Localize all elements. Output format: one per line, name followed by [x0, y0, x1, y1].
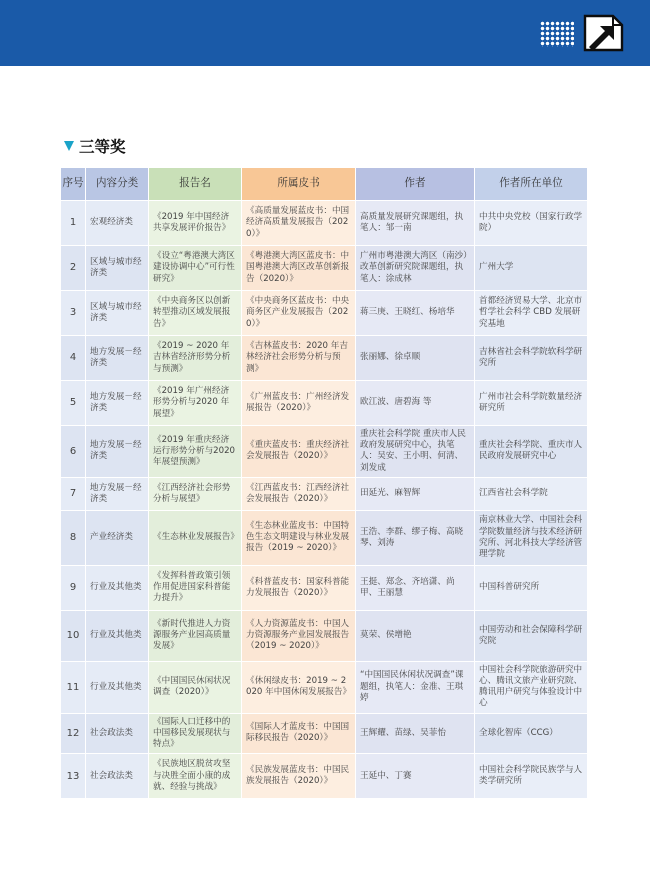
cell-book-title: 《粤港澳大湾区蓝皮书：中国粤港澳大湾区改革创新报告（2020）》: [242, 246, 355, 290]
cell-report-title: 《发挥科普政策引领作用促进国家科普能力提升》: [149, 566, 241, 610]
column-header-book-title: 所属皮书: [242, 168, 355, 200]
cell-affiliation: 中国科普研究所: [475, 566, 587, 610]
cell-authors: “中国国民休闲状况调查”课题组，执笔人：金准、王琪婷: [356, 662, 474, 713]
cell-book-title: 《重庆蓝皮书：重庆经济社会发展报告（2020）》: [242, 426, 355, 477]
cell-affiliation: 南京林业大学、中国社会科学院数量经济与技术经济研究所、河北科技大学经济管理学院: [475, 511, 587, 565]
table-row: [61, 291, 587, 335]
cell-category: 行业及其他类: [86, 566, 148, 610]
table-row: [61, 381, 587, 425]
column-header-affiliation: 作者所在单位: [475, 168, 587, 200]
cell-affiliation: 广州大学: [475, 246, 587, 290]
cell-report-title: 《2019 年广州经济形势分析与2020 年展望》: [149, 381, 241, 425]
cell-category: 地方发展－经济类: [86, 336, 148, 380]
cell-book-title: 《生态林业蓝皮书：中国特色生态文明建设与林业发展报告（2019 ~ 2020）》: [242, 511, 355, 565]
table-row: [61, 754, 587, 798]
cell-authors: 莫荣、侯增艳: [356, 611, 474, 661]
section-title-text: 三等奖: [79, 138, 126, 156]
cell-affiliation: 吉林省社会科学院软科学研究所: [475, 336, 587, 380]
cell-affiliation: 首都经济贸易大学、北京市哲学社会科学 CBD 发展研究基地: [475, 291, 587, 335]
cell-book-title: 《民族发展蓝皮书：中国民族发展报告（2020）》: [242, 754, 355, 798]
cell-report-title: 《民族地区脱贫攻坚与决胜全面小康的成就、经验与挑战》: [149, 754, 241, 798]
table-row: [61, 714, 587, 754]
cell-book-title: 《人力资源蓝皮书：中国人力资源服务产业园发展报告（2019 ~ 2020）》: [242, 611, 355, 661]
cell-row-number: 12: [61, 714, 85, 754]
cell-category: 区域与城市经济类: [86, 291, 148, 335]
cell-category: 宏观经济类: [86, 201, 148, 245]
cell-row-number: 3: [61, 291, 85, 335]
cell-row-number: 13: [61, 754, 85, 798]
cell-report-title: 《设立“粤港澳大湾区建设协调中心”可行性研究》: [149, 246, 241, 290]
cell-report-title: 《中国国民休闲状况调查（2020）》: [149, 662, 241, 713]
column-header-authors: 作者: [356, 168, 474, 200]
cell-affiliation: 全球化智库（CCG）: [475, 714, 587, 754]
cell-authors: 广州市粤港澳大湾区（南沙）改革创新研究院课题组，执笔人：涂成林: [356, 246, 474, 290]
triangle-bullet-icon: [64, 141, 74, 151]
cell-affiliation: 重庆社会科学院、重庆市人民政府发展研究中心: [475, 426, 587, 477]
table-body: [61, 201, 587, 798]
cell-category: 地方发展－经济类: [86, 426, 148, 477]
cell-row-number: 10: [61, 611, 85, 661]
cell-book-title: 《吉林蓝皮书：2020 年吉林经济社会形势分析与预测》: [242, 336, 355, 380]
cell-book-title: 《广州蓝皮书：广州经济发展报告（2020）》: [242, 381, 355, 425]
cell-report-title: 《生态林业发展报告》: [149, 511, 241, 565]
cell-affiliation: 江西省社会科学院: [475, 478, 587, 510]
cell-authors: 田延光、麻智辉: [356, 478, 474, 510]
cell-category: 地方发展－经济类: [86, 381, 148, 425]
column-header-row-number: 序号: [61, 168, 85, 200]
column-header-report-title: 报告名: [149, 168, 241, 200]
table-row: [61, 426, 587, 477]
cell-authors: 王浩、李群、缪子梅、高晓琴、刘涛: [356, 511, 474, 565]
document-arrow-icon: [577, 13, 625, 53]
cell-authors: 欧江波、唐碧海 等: [356, 381, 474, 425]
cell-row-number: 11: [61, 662, 85, 713]
cell-authors: 高质量发展研究课题组，执笔人：邹一南: [356, 201, 474, 245]
cell-book-title: 《高质量发展蓝皮书：中国经济高质量发展报告（2020）》: [242, 201, 355, 245]
cell-book-title: 《国际人才蓝皮书：中国国际移民报告（2020）》: [242, 714, 355, 754]
top-banner: [0, 0, 650, 66]
cell-report-title: 《2019 ~ 2020 年吉林省经济形势分析与预测》: [149, 336, 241, 380]
cell-authors: 重庆社会科学院 重庆市人民政府发展研究中心，执笔人：吴安、王小明、何清、刘发成: [356, 426, 474, 477]
cell-report-title: 《新时代推进人力资源服务产业园高质量发展》: [149, 611, 241, 661]
cell-report-title: 《2019 年重庆经济运行形势分析与2020 年展望预测》: [149, 426, 241, 477]
cell-category: 社会政法类: [86, 714, 148, 754]
cell-book-title: 《科普蓝皮书：国家科普能力发展报告（2020）》: [242, 566, 355, 610]
cell-book-title: 《休闲绿皮书：2019 ~ 2020 年中国休闲发展报告》: [242, 662, 355, 713]
cell-authors: 王挺、郑念、齐培潇、尚甲、王丽慧: [356, 566, 474, 610]
table-row: [61, 662, 587, 713]
cell-report-title: 《中央商务区以创新转型推动区域发展报告》: [149, 291, 241, 335]
table-row: [61, 201, 587, 245]
dot-grid-icon: [540, 21, 574, 47]
cell-authors: 王辉耀、苗绿、吴菲怡: [356, 714, 474, 754]
awards-table: [60, 167, 588, 799]
table-row: [61, 336, 587, 380]
cell-report-title: 《国际人口迁移中的中国移民发展现状与特点》: [149, 714, 241, 754]
cell-row-number: 8: [61, 511, 85, 565]
section-title: [64, 135, 126, 157]
cell-report-title: 《江西经济社会形势分析与展望》: [149, 478, 241, 510]
cell-affiliation: 广州市社会科学院数量经济研究所: [475, 381, 587, 425]
cell-affiliation: 中共中央党校（国家行政学院）: [475, 201, 587, 245]
cell-row-number: 9: [61, 566, 85, 610]
cell-affiliation: 中国劳动和社会保障科学研究院: [475, 611, 587, 661]
table-row: [61, 611, 587, 661]
cell-category: 区域与城市经济类: [86, 246, 148, 290]
cell-affiliation: 中国社会科学院民族学与人类学研究所: [475, 754, 587, 798]
cell-row-number: 5: [61, 381, 85, 425]
cell-category: 地方发展－经济类: [86, 478, 148, 510]
cell-category: 产业经济类: [86, 511, 148, 565]
cell-category: 行业及其他类: [86, 611, 148, 661]
cell-book-title: 《中央商务区蓝皮书：中央商务区产业发展报告（2020）》: [242, 291, 355, 335]
cell-affiliation: 中国社会科学院旅游研究中心、腾讯文旅产业研究院、腾讯用户研究与体验设计中心: [475, 662, 587, 713]
table-row: [61, 246, 587, 290]
cell-category: 行业及其他类: [86, 662, 148, 713]
cell-authors: 王延中、丁赛: [356, 754, 474, 798]
cell-row-number: 6: [61, 426, 85, 477]
cell-book-title: 《江西蓝皮书：江西经济社会发展报告（2020）》: [242, 478, 355, 510]
cell-row-number: 4: [61, 336, 85, 380]
cell-row-number: 7: [61, 478, 85, 510]
cell-row-number: 1: [61, 201, 85, 245]
table-row: [61, 478, 587, 510]
cell-category: 社会政法类: [86, 754, 148, 798]
cell-authors: 蒋三庚、王晓红、杨培华: [356, 291, 474, 335]
table-header-row: [61, 168, 587, 200]
table-row: [61, 511, 587, 565]
table-row: [61, 566, 587, 610]
cell-row-number: 2: [61, 246, 85, 290]
cell-authors: 张丽娜、徐卓顺: [356, 336, 474, 380]
column-header-category: 内容分类: [86, 168, 148, 200]
cell-report-title: 《2019 年中国经济共享发展评价报告》: [149, 201, 241, 245]
